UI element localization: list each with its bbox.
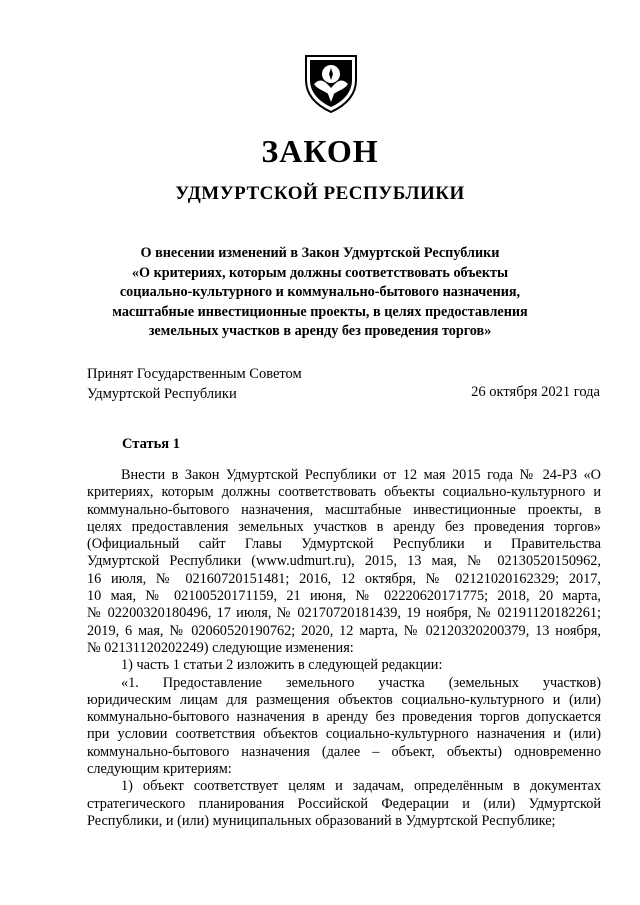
- body-line: 10 мая, № 02100520171159, 21 июня, № 02220620171775; 2018, 20 марта,: [87, 588, 601, 605]
- adoption-line: Принят Государственным Советом: [87, 366, 302, 382]
- body-line: 1) часть 1 статьи 2 изложить в следующей редакции:: [121, 657, 443, 674]
- law-name-line: масштабные инвестиционные проекты, в целях предоставления: [112, 303, 528, 320]
- body-line: критериях, которым должны соответствовать объекты социально-культурного и: [87, 484, 601, 501]
- body-line: № 02200320180496, 17 июля, № 02170720181439, 19 ноября, № 02191120182261;: [87, 605, 601, 622]
- law-name-line: социально-культурного и коммунально-бытового назначения,: [119, 284, 521, 301]
- law-name-line: «О критериях, которым должны соответствовать объекты: [131, 264, 509, 281]
- adoption-info: [87, 365, 302, 404]
- body-line: Внести в Закон Удмуртской Республики от 12 мая 2015 года № 24-РЗ «О: [121, 467, 601, 483]
- body-line: «1. Предоставление земельного участка (земельных участков): [121, 674, 601, 691]
- body-line: 2019, 6 мая, № 02060520190762; 2020, 12 марта, № 02120320200379, 13 ноября,: [87, 622, 601, 639]
- article-heading: Статья 1: [122, 436, 180, 452]
- body-line: Удмуртской Республики (www.udmurt.ru), 2015, 13 мая, № 02130520150962,: [87, 553, 601, 570]
- article-body: [87, 467, 601, 830]
- document-title: ЗАКОН: [261, 133, 379, 169]
- body-line: 16 июля, № 02160720151481; 2016, 12 октября, № 02121020162329; 2017,: [87, 570, 601, 587]
- law-name-line: земельных участков в аренду без проведения торгов»: [148, 323, 492, 340]
- body-line: юридическим лицам для размещения объектов социально-культурного и (или): [87, 691, 601, 708]
- body-line: при условии соответствия объектов социально-культурного назначения и (или): [87, 726, 601, 743]
- law-name: [80, 244, 560, 342]
- adoption-line: Удмуртской Республики: [87, 385, 237, 402]
- law-name-line: О внесении изменений в Закон Удмуртской Республики: [140, 245, 500, 261]
- body-line: следующим критериям:: [87, 761, 232, 778]
- document-subtitle: УДМУРТСКОЙ РЕСПУБЛИКИ: [175, 183, 465, 204]
- adoption-date: 26 октября 2021 года: [471, 384, 600, 400]
- coat-of-arms-emblem: [302, 50, 360, 114]
- body-line: Республики, и (или) муниципальных образований в Удмуртской Республике;: [87, 812, 556, 829]
- body-line: коммунально-бытового назначения, масштабные инвестиционные проекты, в: [87, 501, 601, 518]
- body-line: (Официальный сайт Главы Удмуртской Республики и Правительства: [87, 536, 601, 553]
- body-line: 1) объект соответствует целям и задачам, определённым в документах: [121, 778, 601, 795]
- body-line: коммунально-бытового назначения (далее – объект, объекты) одновременно: [87, 743, 601, 760]
- body-line: коммунально-бытового назначения в аренду без проведения торгов допускается: [87, 709, 601, 726]
- body-line: целях предоставления земельных участков в аренду без проведения торгов»: [87, 518, 601, 535]
- body-line: стратегического планирования Российской Федерации и (или) Удмуртской: [87, 795, 601, 812]
- body-line: № 02131120202249) следующие изменения:: [87, 639, 354, 656]
